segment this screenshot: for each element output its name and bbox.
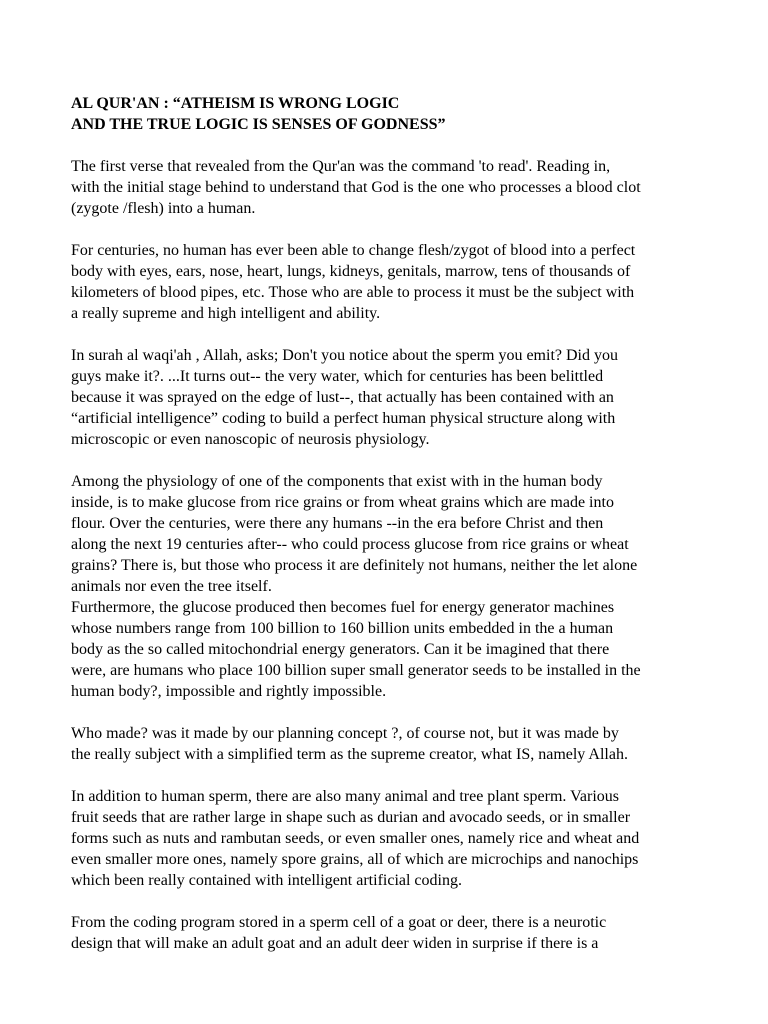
text-line: a really supreme and high intelligent and ability. [71,305,381,322]
text-line: For centuries, no human has ever been able to change flesh/zygot of blood into a perfect [71,242,636,259]
text-line: forms such as nuts and rambutan seeds, or even smaller ones, namely rice and wheat and [71,830,640,847]
text-line: the really subject with a simplified term as the supreme creator, what IS, namely Allah. [71,746,628,763]
text-line: Who made? was it made by our planning concept ?, of course not, but it was made by [71,725,619,742]
paragraph-seeds [71,786,711,891]
text-line: with the initial stage behind to understand that God is the one who processes a blood clot [71,179,641,196]
text-line: whose numbers range from 100 billion to 160 billion units embedded in the a human [71,620,614,637]
text-line: which been really contained with intelligent artificial coding. [71,872,462,889]
document-title [71,93,711,135]
text-line: From the coding program stored in a sperm cell of a goat or deer, there is a neurotic [71,914,607,931]
paragraph-who-made [71,723,711,765]
text-line: because it was sprayed on the edge of lust--, that actually has been contained with an [71,389,614,406]
text-line: animals nor even the tree itself. [71,578,272,595]
text-line: flour. Over the centuries, were there any humans --in the era before Christ and then [71,515,604,532]
text-line: were, are humans who place 100 billion super small generator seeds to be installed in the [71,662,641,679]
text-line: In surah al waqi'ah , Allah, asks; Don't you notice about the sperm you emit? Did you [71,347,618,364]
text-line: along the next 19 centuries after-- who could process glucose from rice grains or wheat [71,536,629,553]
text-line: kilometers of blood pipes, etc. Those who are able to process it must be the subject with [71,284,635,301]
text-line: inside, is to make glucose from rice grains or from wheat grains which are made into [71,494,614,511]
text-line: body with eyes, ears, nose, heart, lungs, kidneys, genitals, marrow, tens of thousands of [71,263,631,280]
title-line-1: AL QUR'AN : “ATHEISM IS WRONG LOGIC [71,95,400,112]
text-line: (zygote /flesh) into a human. [71,200,256,217]
text-line: “artificial intelligence” coding to build a perfect human physical structure along with [71,410,616,427]
paragraph-glucose [71,597,711,702]
text-line: grains? There is, but those who process it are definitely not humans, neither the let alone [71,557,638,574]
text-line: Furthermore, the glucose produced then becomes fuel for energy generator machines [71,599,615,616]
text-line: microscopic or even nanoscopic of neurosis physiology. [71,431,430,448]
paragraph-surah [71,345,711,450]
title-line-2: AND THE TRUE LOGIC IS SENSES OF GODNESS” [71,116,446,133]
paragraph-centuries [71,240,711,324]
text-line: body as the so called mitochondrial energy generators. Can it be imagined that there [71,641,610,658]
document-body [71,93,711,954]
text-line: design that will make an adult goat and an adult deer widen in surprise if there is a [71,935,599,952]
text-line: guys make it?. ...It turns out-- the very water, which for centuries has been belittled [71,368,604,385]
paragraph-physiology [71,471,711,597]
text-line: The first verse that revealed from the Qur'an was the command 'to read'. Reading in, [71,158,611,175]
text-line: even smaller more ones, namely spore grains, all of which are microchips and nanochips [71,851,639,868]
text-line: human body?, impossible and rightly impossible. [71,683,387,700]
text-line: In addition to human sperm, there are also many animal and tree plant sperm. Various [71,788,619,805]
paragraph-coding-program [71,912,711,954]
text-line: fruit seeds that are rather large in shape such as durian and avocado seeds, or in smaller [71,809,631,826]
paragraph-first-verse [71,156,711,219]
text-line: Among the physiology of one of the components that exist with in the human body [71,473,603,490]
